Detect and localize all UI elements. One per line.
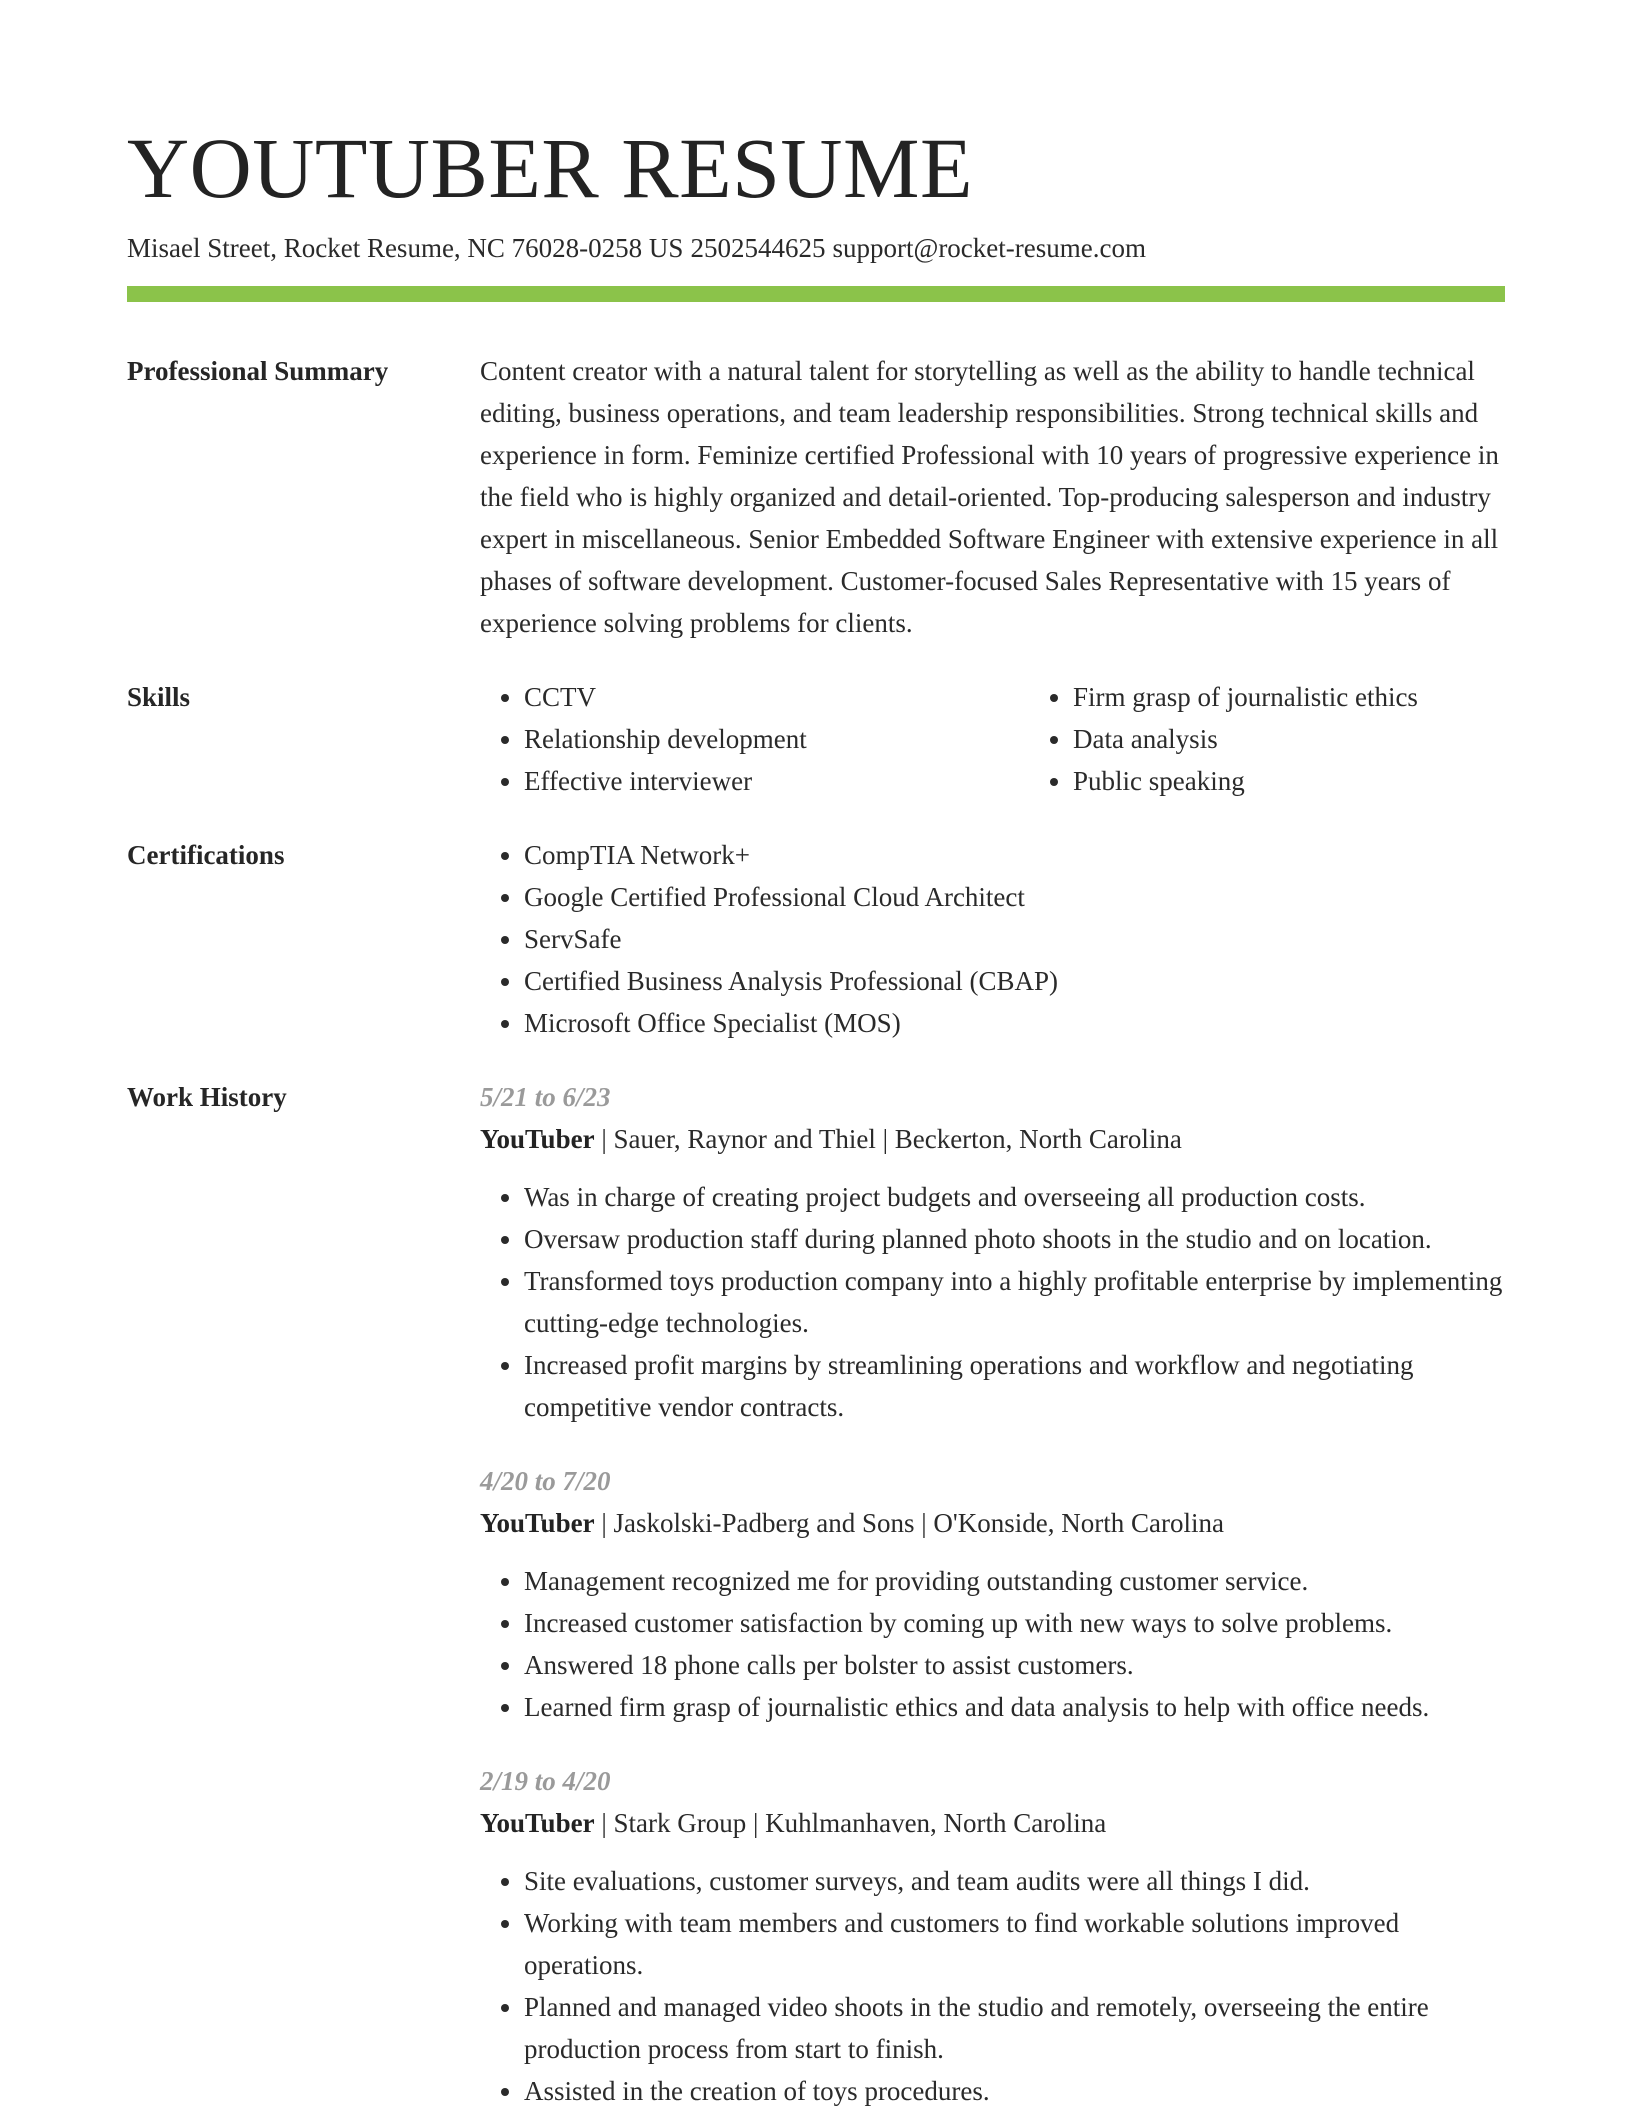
certification-item: • Certified Business Analysis Professional (CBAP) [524, 960, 1505, 1002]
job-bullet: • Planned and managed video shoots in the studio and remotely, overseeing the entire production process from start to finish. [524, 1986, 1505, 2070]
certifications-list [480, 834, 1505, 1044]
skill-item: • Public speaking [1073, 760, 1578, 802]
summary-text: Content creator with a natural talent for storytelling as well as the ability to handle technical editing, business operations, and team leadership responsibilities. Strong technical skills and experience in form. Feminize certified Professional with 10 years of progressive experience in the field who is highly organized and detail-oriented. Top-producing salesperson and industry expert in miscellaneous. Senior Embedded Software Engineer with extensive experience in all phases of software development. Customer-focused Sales Representative with 15 years of experience solving problems for clients. [480, 356, 1499, 638]
skill-item: • CCTV [524, 676, 1029, 718]
skills-list [480, 676, 1578, 802]
certification-item: • Microsoft Office Specialist (MOS) [524, 1002, 1505, 1044]
job-bullet: • Site evaluations, customer surveys, and team audits were all things I did. [524, 1860, 1505, 1902]
certifications-body [480, 834, 1505, 1044]
summary-heading: Professional Summary [127, 356, 389, 386]
work-history-heading: Work History [127, 1082, 287, 1112]
skill-item: • Firm grasp of journalistic ethics [1073, 676, 1578, 718]
job-entry [480, 1760, 1505, 2112]
certifications-section [127, 834, 1505, 1044]
job-bullets [480, 1560, 1505, 1728]
contact-email: support@rocket-resume.com [832, 233, 1146, 263]
skills-section [127, 676, 1505, 802]
job-entry [480, 1460, 1505, 1728]
job-company-location: | Stark Group | Kuhlmanhaven, North Carolina [594, 1808, 1107, 1838]
contact-phone: 2502544625 [690, 233, 826, 263]
contact-address: Misael Street, Rocket Resume, NC 76028-0258 US [127, 233, 684, 263]
work-history-section [127, 1076, 1505, 2112]
skill-item: • Data analysis [1073, 718, 1578, 760]
job-heading [480, 1118, 1505, 1160]
certification-item: • CompTIA Network+ [524, 834, 1505, 876]
certification-item: • ServSafe [524, 918, 1505, 960]
job-bullet: • Assisted in the creation of toys procedures. [524, 2070, 1505, 2112]
job-company-location: | Sauer, Raynor and Thiel | Beckerton, North Carolina [594, 1124, 1182, 1154]
job-entry [480, 1076, 1505, 1428]
job-bullets [480, 1860, 1505, 2112]
contact-line [127, 230, 1505, 266]
skill-item: • Relationship development [524, 718, 1029, 760]
job-bullet: • Was in charge of creating project budgets and overseeing all production costs. [524, 1176, 1505, 1218]
job-dates: 5/21 to 6/23 [480, 1082, 611, 1112]
job-bullet: • Transformed toys production company into a highly profitable enterprise by implementing cutting-edge technologies. [524, 1260, 1505, 1344]
job-bullet: • Oversaw production staff during planned photo shoots in the studio and on location. [524, 1218, 1505, 1260]
job-role: YouTuber [480, 1508, 595, 1538]
skill-item: • Effective interviewer [524, 760, 1029, 802]
work-history-body [480, 1076, 1505, 2112]
job-bullet: • Learned firm grasp of journalistic ethics and data analysis to help with office needs. [524, 1686, 1505, 1728]
job-role: YouTuber [480, 1808, 595, 1838]
certification-item: • Google Certified Professional Cloud Architect [524, 876, 1505, 918]
job-bullet: • Management recognized me for providing outstanding customer service. [524, 1560, 1505, 1602]
job-dates: 4/20 to 7/20 [480, 1466, 611, 1496]
job-heading [480, 1502, 1505, 1544]
job-bullet: • Increased customer satisfaction by coming up with new ways to solve problems. [524, 1602, 1505, 1644]
job-heading [480, 1802, 1505, 1844]
skills-column-left [480, 676, 1029, 802]
job-role: YouTuber [480, 1124, 595, 1154]
skills-heading: Skills [127, 682, 191, 712]
certifications-heading: Certifications [127, 840, 285, 870]
job-bullet: • Working with team members and customers to find workable solutions improved operations. [524, 1902, 1505, 1986]
summary-section [127, 350, 1505, 644]
job-bullets [480, 1176, 1505, 1428]
job-bullet: • Increased profit margins by streamlining operations and workflow and negotiating competitive vendor contracts. [524, 1344, 1505, 1428]
job-bullet: • Answered 18 phone calls per bolster to assist customers. [524, 1644, 1505, 1686]
resume-title: YOUTUBER RESUME [127, 120, 974, 216]
skills-column-right [1029, 676, 1578, 802]
header-divider [127, 286, 1505, 302]
job-company-location: | Jaskolski-Padberg and Sons | O'Konside, North Carolina [594, 1508, 1224, 1538]
job-dates: 2/19 to 4/20 [480, 1766, 611, 1796]
